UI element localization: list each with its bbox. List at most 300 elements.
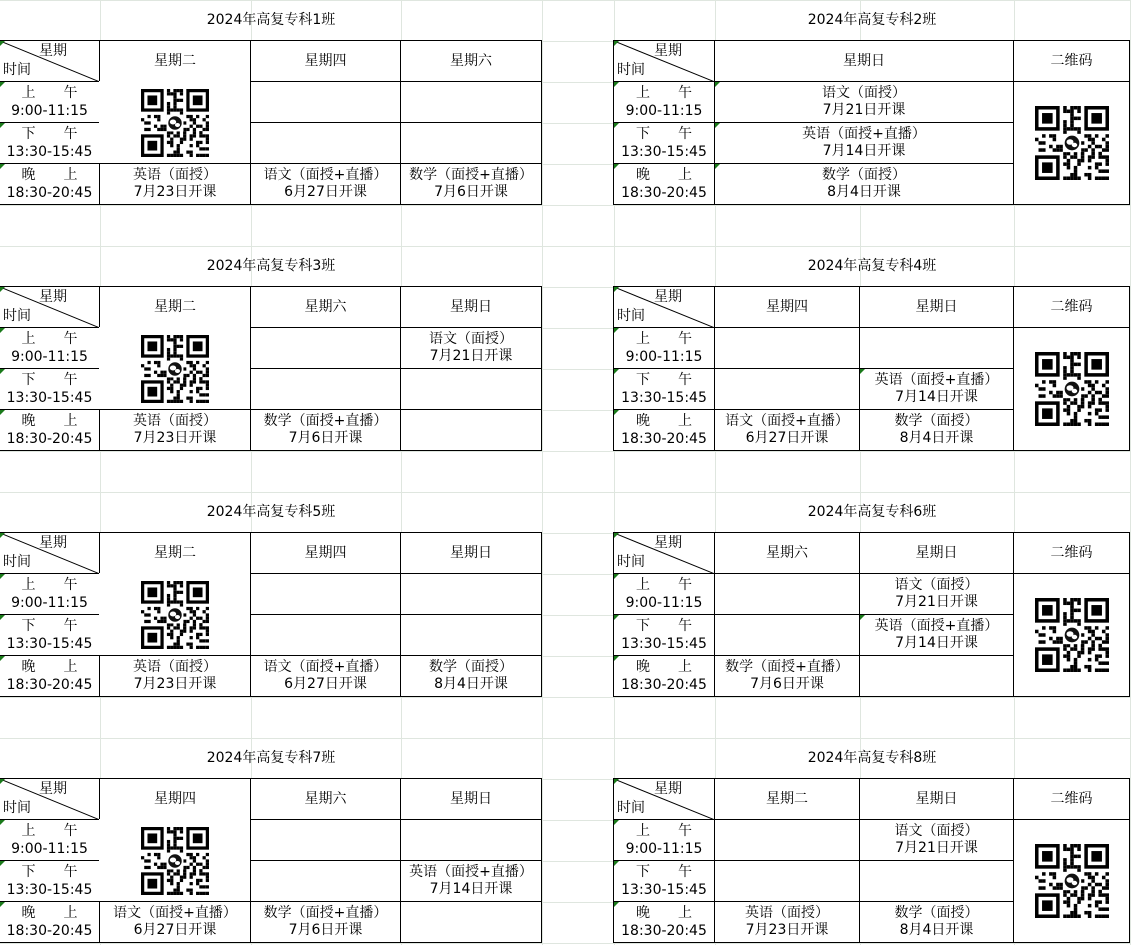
header-week-label: 星期 — [39, 781, 67, 797]
schedule-title: 2024年高复专科8班 — [807, 750, 937, 766]
time-slot-cell — [613, 81, 715, 123]
time-slot-cell — [613, 614, 715, 656]
day-label: 星期日 — [450, 790, 492, 807]
course-start-date: 7月14日开课 — [822, 143, 906, 159]
course-cell — [250, 409, 401, 451]
cell-marker — [0, 410, 5, 415]
cell-marker — [0, 902, 5, 907]
time-slot-cell — [0, 655, 100, 697]
time-slot-cell — [613, 368, 715, 410]
time-slot-cell — [613, 655, 715, 697]
course-start-date: 7月14日开课 — [895, 635, 978, 651]
course-start-date: 6月27日开课 — [284, 184, 367, 200]
time-slot-label: 晚 上 — [21, 167, 78, 183]
course-cell — [714, 327, 860, 369]
qr-code-cell — [99, 81, 251, 164]
day-header — [99, 532, 251, 574]
course-cell — [714, 901, 860, 943]
qr-header-label: 二维码 — [1050, 52, 1093, 69]
day-header — [859, 778, 1014, 820]
cell-marker — [0, 82, 5, 87]
day-header — [99, 286, 251, 328]
course-name: 数学（面授+直播） — [409, 167, 533, 183]
class-schedule-1 — [0, 0, 542, 205]
cell-marker — [0, 287, 5, 292]
time-slot-label: 下 午 — [21, 372, 78, 388]
header-time-label: 时间 — [617, 308, 645, 324]
course-cell — [250, 163, 401, 205]
time-slot-label: 晚 上 — [21, 905, 78, 921]
time-slot-label: 上 午 — [636, 823, 692, 839]
day-label: 星期四 — [766, 298, 808, 315]
day-label: 星期日 — [915, 544, 958, 561]
course-cell — [250, 655, 401, 697]
cell-marker — [614, 656, 619, 661]
time-slot-label: 晚 上 — [21, 413, 78, 429]
time-slot-cell — [0, 368, 100, 410]
class-schedule-2 — [614, 0, 1130, 205]
course-cell — [859, 819, 1014, 861]
time-slot-range: 13:30-15:45 — [621, 144, 707, 160]
schedule-title: 2024年高复专科2班 — [807, 12, 937, 28]
course-start-date: 7月21日开课 — [822, 102, 906, 118]
qr-header-label: 二维码 — [1050, 544, 1093, 561]
course-name: 英语（面授+直播） — [409, 864, 533, 880]
course-start-date: 7月23日开课 — [133, 430, 217, 446]
time-slot-range: 18:30-20:45 — [621, 185, 707, 201]
course-name: 数学（面授+直播） — [263, 413, 388, 429]
course-name: 数学（面授+直播） — [263, 905, 388, 921]
time-slot-label: 下 午 — [636, 618, 692, 634]
time-slot-range: 18:30-20:45 — [6, 923, 93, 939]
cell-marker — [0, 820, 5, 825]
qr-header-label: 二维码 — [1050, 790, 1093, 807]
header-week-label: 星期 — [39, 43, 67, 59]
course-cell — [859, 860, 1014, 902]
course-start-date: 7月23日开课 — [745, 922, 829, 938]
schedule-title: 2024年高复专科5班 — [206, 504, 336, 520]
time-slot-range: 9:00-11:15 — [625, 103, 703, 119]
time-slot-cell — [0, 819, 100, 861]
qr-code-icon[interactable] — [1035, 598, 1109, 672]
course-cell — [250, 901, 401, 943]
time-slot-range: 13:30-15:45 — [6, 636, 93, 652]
day-header — [250, 40, 401, 82]
time-slot-range: 9:00-11:15 — [625, 841, 703, 857]
course-start-date: 7月6日开课 — [434, 184, 508, 200]
header-corner-cell — [613, 778, 715, 820]
cell-marker — [715, 82, 720, 87]
cell-marker — [614, 820, 619, 825]
cell-marker — [0, 41, 5, 46]
class-schedule-5 — [0, 492, 542, 697]
cell-marker — [614, 41, 619, 46]
time-slot-range: 18:30-20:45 — [621, 677, 707, 693]
header-week-label: 星期 — [654, 535, 682, 551]
course-cell — [250, 122, 401, 164]
time-slot-range: 9:00-11:15 — [11, 595, 88, 611]
time-slot-range: 18:30-20:45 — [6, 431, 93, 447]
header-corner-cell — [613, 532, 715, 574]
day-label: 星期日 — [915, 298, 958, 315]
time-slot-range: 9:00-11:15 — [625, 595, 703, 611]
course-cell — [99, 409, 251, 451]
course-start-date: 6月27日开课 — [133, 922, 217, 938]
course-cell — [714, 655, 860, 697]
course-cell — [400, 655, 542, 697]
header-time-label: 时间 — [617, 800, 645, 816]
time-slot-cell — [0, 614, 100, 656]
qr-header — [1013, 40, 1130, 82]
cell-marker — [860, 615, 865, 620]
course-start-date: 8月4日开课 — [434, 676, 508, 692]
cell-marker — [614, 123, 619, 128]
time-slot-label: 上 午 — [636, 331, 692, 347]
time-slot-cell — [613, 573, 715, 615]
qr-code-icon[interactable] — [141, 89, 209, 157]
course-cell — [714, 819, 860, 861]
time-slot-cell — [0, 901, 100, 943]
sheet-gridline — [0, 943, 1131, 944]
qr-code-cell — [99, 573, 251, 656]
course-start-date: 7月21日开课 — [895, 840, 978, 856]
course-cell — [859, 409, 1014, 451]
course-start-date: 7月6日开课 — [288, 922, 363, 938]
header-corner-cell — [0, 40, 100, 82]
course-start-date: 7月6日开课 — [750, 676, 824, 692]
course-cell — [400, 122, 542, 164]
time-slot-label: 上 午 — [21, 577, 78, 593]
class-schedule-4 — [614, 246, 1130, 451]
course-start-date: 6月27日开课 — [745, 430, 829, 446]
course-name: 英语（面授） — [133, 413, 217, 429]
day-label: 星期六 — [304, 790, 347, 807]
course-cell — [400, 81, 542, 123]
sheet-gridline — [0, 205, 1131, 206]
time-slot-cell — [613, 819, 715, 861]
class-schedule-8 — [614, 738, 1130, 943]
qr-header — [1013, 532, 1130, 574]
course-name: 英语（面授） — [745, 905, 829, 921]
header-time-label: 时间 — [3, 62, 31, 78]
time-slot-label: 上 午 — [21, 331, 78, 347]
cell-marker — [614, 533, 619, 538]
day-label: 星期二 — [154, 544, 196, 561]
course-start-date: 8月4日开课 — [899, 922, 974, 938]
day-header — [99, 778, 251, 820]
class-schedule-3 — [0, 246, 542, 451]
course-cell — [859, 368, 1014, 410]
cell-marker — [614, 328, 619, 333]
day-header — [714, 40, 1014, 82]
qr-header — [1013, 778, 1130, 820]
course-cell — [400, 409, 542, 451]
day-label: 星期六 — [450, 52, 492, 69]
day-header — [400, 778, 542, 820]
qr-code-cell — [1013, 819, 1130, 943]
header-week-label: 星期 — [39, 289, 67, 305]
schedule-title: 2024年高复专科6班 — [807, 504, 937, 520]
course-cell — [714, 573, 860, 615]
header-time-label: 时间 — [3, 308, 31, 324]
course-start-date: 8月4日开课 — [899, 430, 974, 446]
header-corner-cell — [0, 778, 100, 820]
qr-code-icon[interactable] — [141, 581, 209, 649]
day-header — [400, 532, 542, 574]
cell-marker — [614, 902, 619, 907]
course-name: 英语（面授+直播） — [874, 618, 999, 634]
day-label: 星期四 — [304, 544, 347, 561]
time-slot-label: 上 午 — [21, 823, 78, 839]
time-slot-label: 下 午 — [21, 126, 78, 142]
time-slot-cell — [0, 81, 100, 123]
course-cell — [714, 614, 860, 656]
time-slot-range: 18:30-20:45 — [6, 677, 93, 693]
course-cell — [250, 614, 401, 656]
course-name: 英语（面授） — [133, 167, 217, 183]
course-cell — [99, 163, 251, 205]
cell-marker — [860, 369, 865, 374]
header-corner-cell — [613, 40, 715, 82]
course-cell — [859, 901, 1014, 943]
cell-marker — [715, 164, 720, 169]
day-header — [400, 40, 542, 82]
qr-code-icon[interactable] — [141, 335, 209, 403]
qr-code-icon[interactable] — [1035, 844, 1109, 918]
course-start-date: 7月21日开课 — [429, 348, 513, 364]
course-cell — [400, 368, 542, 410]
time-slot-range: 9:00-11:15 — [11, 841, 88, 857]
cell-marker — [0, 533, 5, 538]
course-name: 英语（面授+直播） — [802, 126, 926, 142]
time-slot-label: 晚 上 — [21, 659, 78, 675]
time-slot-cell — [0, 163, 100, 205]
schedule-title: 2024年高复专科4班 — [807, 258, 937, 274]
header-corner-cell — [0, 286, 100, 328]
time-slot-cell — [613, 122, 715, 164]
course-cell — [714, 163, 1014, 205]
cell-marker — [0, 369, 5, 374]
time-slot-cell — [0, 409, 100, 451]
day-label: 星期二 — [154, 298, 196, 315]
course-cell — [400, 573, 542, 615]
course-cell — [859, 573, 1014, 615]
day-header — [250, 286, 401, 328]
cell-marker — [0, 615, 5, 620]
day-label: 星期日 — [450, 298, 492, 315]
course-name: 英语（面授+直播） — [874, 372, 999, 388]
header-week-label: 星期 — [654, 289, 682, 305]
header-corner-cell — [613, 286, 715, 328]
cell-marker — [0, 328, 5, 333]
time-slot-range: 9:00-11:15 — [11, 103, 88, 119]
qr-code-cell — [1013, 573, 1130, 697]
course-name: 语文（面授+直播） — [263, 659, 388, 675]
schedule-title: 2024年高复专科1班 — [206, 12, 336, 28]
course-name: 语文（面授+直播） — [725, 413, 849, 429]
day-label: 星期日 — [843, 52, 885, 69]
cell-marker — [0, 779, 5, 784]
day-label: 星期二 — [154, 52, 196, 69]
cell-marker — [0, 861, 5, 866]
course-name: 数学（面授） — [894, 905, 979, 921]
course-cell — [859, 655, 1014, 697]
course-cell — [250, 819, 401, 861]
time-slot-label: 晚 上 — [636, 659, 692, 675]
course-name: 语文（面授） — [822, 85, 906, 101]
time-slot-label: 晚 上 — [636, 167, 692, 183]
day-header — [714, 286, 860, 328]
day-label: 星期四 — [154, 790, 196, 807]
course-cell — [400, 860, 542, 902]
course-start-date: 7月14日开课 — [429, 881, 513, 897]
cell-marker — [614, 615, 619, 620]
header-corner-cell — [0, 532, 100, 574]
course-name: 数学（面授） — [822, 167, 906, 183]
day-label: 星期日 — [450, 544, 492, 561]
day-header — [714, 532, 860, 574]
qr-code-cell — [99, 327, 251, 410]
time-slot-cell — [0, 327, 100, 369]
course-start-date: 7月14日开课 — [895, 389, 978, 405]
time-slot-label: 上 午 — [21, 85, 78, 101]
course-cell — [714, 368, 860, 410]
schedule-title: 2024年高复专科3班 — [206, 258, 336, 274]
day-label: 星期六 — [766, 544, 808, 561]
qr-code-cell — [1013, 81, 1130, 205]
course-name: 语文（面授） — [429, 331, 513, 347]
day-header — [859, 532, 1014, 574]
time-slot-label: 下 午 — [636, 126, 692, 142]
header-time-label: 时间 — [3, 800, 31, 816]
time-slot-label: 上 午 — [636, 577, 692, 593]
header-week-label: 星期 — [39, 535, 67, 551]
course-cell — [99, 655, 251, 697]
qr-code-icon[interactable] — [1035, 106, 1109, 180]
day-label: 星期六 — [304, 298, 347, 315]
course-cell — [250, 368, 401, 410]
day-header — [859, 286, 1014, 328]
course-start-date: 7月23日开课 — [133, 184, 217, 200]
course-cell — [714, 81, 1014, 123]
cell-marker — [614, 779, 619, 784]
course-cell — [250, 327, 401, 369]
time-slot-label: 下 午 — [636, 864, 692, 880]
time-slot-range: 13:30-15:45 — [621, 390, 707, 406]
time-slot-range: 9:00-11:15 — [625, 349, 703, 365]
sheet-gridline — [0, 697, 1131, 698]
time-slot-range: 13:30-15:45 — [6, 144, 93, 160]
time-slot-cell — [613, 327, 715, 369]
time-slot-cell — [613, 409, 715, 451]
course-start-date: 6月27日开课 — [284, 676, 367, 692]
time-slot-range: 18:30-20:45 — [6, 185, 93, 201]
course-cell — [714, 122, 1014, 164]
cell-marker — [614, 574, 619, 579]
class-schedule-7 — [0, 738, 542, 943]
day-header — [400, 286, 542, 328]
time-slot-cell — [0, 860, 100, 902]
sheet-gridline — [542, 0, 543, 945]
course-cell — [859, 614, 1014, 656]
day-header — [714, 778, 860, 820]
cell-marker — [0, 164, 5, 169]
course-start-date: 7月23日开课 — [133, 676, 217, 692]
header-time-label: 时间 — [617, 554, 645, 570]
course-cell — [250, 81, 401, 123]
course-cell — [99, 901, 251, 943]
course-cell — [250, 860, 401, 902]
time-slot-cell — [613, 860, 715, 902]
time-slot-range: 13:30-15:45 — [6, 882, 93, 898]
qr-header — [1013, 286, 1130, 328]
course-cell — [250, 573, 401, 615]
time-slot-cell — [0, 573, 100, 615]
course-start-date: 7月21日开课 — [895, 594, 978, 610]
course-start-date: 7月6日开课 — [288, 430, 363, 446]
course-name: 语文（面授+直播） — [263, 167, 388, 183]
day-header — [250, 532, 401, 574]
time-slot-label: 上 午 — [636, 85, 692, 101]
cell-marker — [614, 164, 619, 169]
course-cell — [400, 163, 542, 205]
course-cell — [400, 327, 542, 369]
day-label: 星期二 — [766, 790, 808, 807]
header-week-label: 星期 — [654, 781, 682, 797]
time-slot-cell — [0, 122, 100, 164]
qr-header-label: 二维码 — [1050, 298, 1093, 315]
header-week-label: 星期 — [654, 43, 682, 59]
cell-marker — [0, 574, 5, 579]
day-label: 星期四 — [304, 52, 347, 69]
time-slot-range: 13:30-15:45 — [6, 390, 93, 406]
time-slot-label: 晚 上 — [636, 905, 692, 921]
time-slot-range: 18:30-20:45 — [621, 431, 707, 447]
time-slot-label: 下 午 — [636, 372, 692, 388]
sheet-gridline — [0, 451, 1131, 452]
course-name: 语文（面授） — [894, 577, 979, 593]
time-slot-range: 13:30-15:45 — [621, 636, 707, 652]
course-cell — [400, 819, 542, 861]
course-name: 数学（面授） — [894, 413, 979, 429]
course-cell — [714, 860, 860, 902]
class-schedule-6 — [614, 492, 1130, 697]
time-slot-label: 晚 上 — [636, 413, 692, 429]
cell-marker — [614, 369, 619, 374]
course-cell — [400, 901, 542, 943]
time-slot-label: 下 午 — [21, 618, 78, 634]
course-name: 数学（面授） — [429, 659, 513, 675]
day-label: 星期日 — [915, 790, 958, 807]
cell-marker — [0, 656, 5, 661]
cell-marker — [614, 82, 619, 87]
course-cell — [400, 614, 542, 656]
day-header — [250, 778, 401, 820]
day-header — [99, 40, 251, 82]
time-slot-cell — [613, 901, 715, 943]
qr-code-icon[interactable] — [1035, 352, 1109, 426]
course-name: 数学（面授+直播） — [725, 659, 849, 675]
time-slot-range: 13:30-15:45 — [621, 882, 707, 898]
time-slot-range: 9:00-11:15 — [11, 349, 88, 365]
time-slot-range: 18:30-20:45 — [621, 923, 707, 939]
cell-marker — [715, 123, 720, 128]
cell-marker — [614, 410, 619, 415]
qr-code-icon[interactable] — [141, 827, 209, 895]
course-start-date: 8月4日开课 — [827, 184, 901, 200]
header-time-label: 时间 — [617, 62, 645, 78]
course-cell — [714, 409, 860, 451]
